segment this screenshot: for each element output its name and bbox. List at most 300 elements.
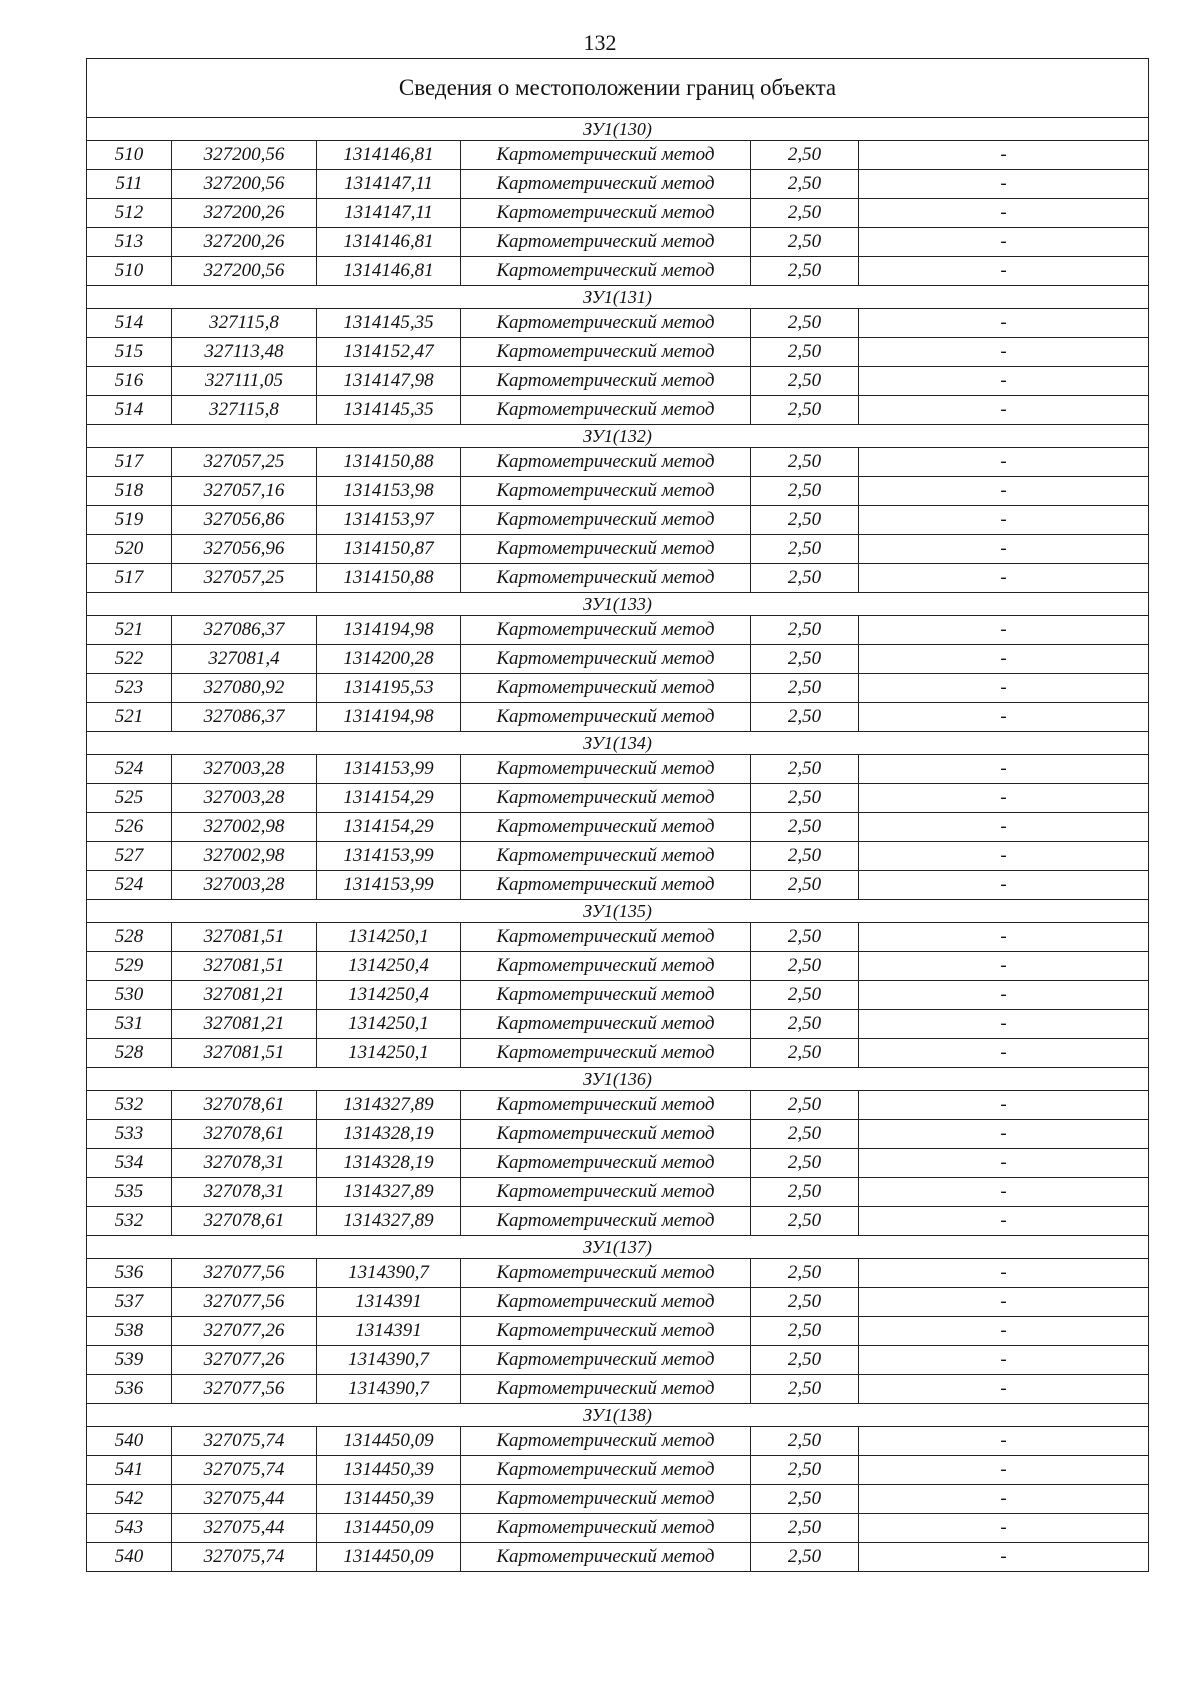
accuracy-cell: 2,50 [751, 535, 859, 564]
description-cell: - [859, 871, 1149, 900]
accuracy-cell: 2,50 [751, 1178, 859, 1207]
table-row [87, 396, 1149, 425]
description-cell: - [859, 309, 1149, 338]
method-cell: Картометрический метод [461, 1120, 751, 1149]
method-cell: Картометрический метод [461, 981, 751, 1010]
description-cell: - [859, 1288, 1149, 1317]
point-number-cell: 515 [87, 338, 172, 367]
y-coordinate-cell: 1314145,35 [317, 396, 461, 425]
method-cell: Картометрический метод [461, 1514, 751, 1543]
accuracy-cell: 2,50 [751, 674, 859, 703]
table-row [87, 448, 1149, 477]
x-coordinate-cell: 327002,98 [172, 842, 317, 871]
description-cell: - [859, 228, 1149, 257]
table-row [87, 1149, 1149, 1178]
x-coordinate-cell: 327056,96 [172, 535, 317, 564]
accuracy-cell: 2,50 [751, 952, 859, 981]
method-cell: Картометрический метод [461, 257, 751, 286]
point-number-cell: 525 [87, 784, 172, 813]
x-coordinate-cell: 327200,26 [172, 228, 317, 257]
y-coordinate-cell: 1314147,98 [317, 367, 461, 396]
method-cell: Картометрический метод [461, 199, 751, 228]
method-cell: Картометрический метод [461, 1375, 751, 1404]
method-cell: Картометрический метод [461, 338, 751, 367]
x-coordinate-cell: 327078,31 [172, 1149, 317, 1178]
description-cell: - [859, 923, 1149, 952]
group-header-row [87, 900, 1149, 923]
description-cell: - [859, 1010, 1149, 1039]
point-number-cell: 519 [87, 506, 172, 535]
table-row [87, 1039, 1149, 1068]
table-row [87, 616, 1149, 645]
accuracy-cell: 2,50 [751, 1288, 859, 1317]
description-cell: - [859, 1207, 1149, 1236]
point-number-cell: 513 [87, 228, 172, 257]
y-coordinate-cell: 1314250,1 [317, 1039, 461, 1068]
x-coordinate-cell: 327081,4 [172, 645, 317, 674]
accuracy-cell: 2,50 [751, 1375, 859, 1404]
y-coordinate-cell: 1314194,98 [317, 703, 461, 732]
accuracy-cell: 2,50 [751, 1543, 859, 1572]
accuracy-cell: 2,50 [751, 396, 859, 425]
table-row [87, 477, 1149, 506]
x-coordinate-cell: 327081,51 [172, 923, 317, 952]
x-coordinate-cell: 327003,28 [172, 755, 317, 784]
y-coordinate-cell: 1314194,98 [317, 616, 461, 645]
method-cell: Картометрический метод [461, 1149, 751, 1178]
y-coordinate-cell: 1314327,89 [317, 1178, 461, 1207]
method-cell: Картометрический метод [461, 784, 751, 813]
y-coordinate-cell: 1314147,11 [317, 199, 461, 228]
y-coordinate-cell: 1314327,89 [317, 1207, 461, 1236]
accuracy-cell: 2,50 [751, 141, 859, 170]
point-number-cell: 522 [87, 645, 172, 674]
point-number-cell: 535 [87, 1178, 172, 1207]
description-cell: - [859, 1317, 1149, 1346]
group-label: ЗУ1(133) [87, 593, 1149, 616]
boundary-table [86, 58, 1149, 1572]
method-cell: Картометрический метод [461, 616, 751, 645]
table-row [87, 923, 1149, 952]
description-cell: - [859, 1178, 1149, 1207]
description-cell: - [859, 199, 1149, 228]
accuracy-cell: 2,50 [751, 813, 859, 842]
y-coordinate-cell: 1314152,47 [317, 338, 461, 367]
table-row [87, 367, 1149, 396]
method-cell: Картометрический метод [461, 1456, 751, 1485]
method-cell: Картометрический метод [461, 477, 751, 506]
group-label: ЗУ1(138) [87, 1404, 1149, 1427]
accuracy-cell: 2,50 [751, 616, 859, 645]
method-cell: Картометрический метод [461, 645, 751, 674]
y-coordinate-cell: 1314390,7 [317, 1375, 461, 1404]
point-number-cell: 531 [87, 1010, 172, 1039]
method-cell: Картометрический метод [461, 396, 751, 425]
method-cell: Картометрический метод [461, 813, 751, 842]
accuracy-cell: 2,50 [751, 170, 859, 199]
x-coordinate-cell: 327200,56 [172, 257, 317, 286]
table-title-row [87, 59, 1149, 118]
description-cell: - [859, 1485, 1149, 1514]
method-cell: Картометрический метод [461, 923, 751, 952]
x-coordinate-cell: 327078,61 [172, 1091, 317, 1120]
x-coordinate-cell: 327075,74 [172, 1543, 317, 1572]
description-cell: - [859, 477, 1149, 506]
y-coordinate-cell: 1314450,39 [317, 1456, 461, 1485]
description-cell: - [859, 703, 1149, 732]
y-coordinate-cell: 1314328,19 [317, 1120, 461, 1149]
table-row [87, 703, 1149, 732]
accuracy-cell: 2,50 [751, 338, 859, 367]
point-number-cell: 540 [87, 1543, 172, 1572]
method-cell: Картометрический метод [461, 703, 751, 732]
description-cell: - [859, 952, 1149, 981]
x-coordinate-cell: 327081,51 [172, 952, 317, 981]
point-number-cell: 524 [87, 871, 172, 900]
x-coordinate-cell: 327200,26 [172, 199, 317, 228]
x-coordinate-cell: 327077,56 [172, 1375, 317, 1404]
point-number-cell: 534 [87, 1149, 172, 1178]
accuracy-cell: 2,50 [751, 755, 859, 784]
table-row [87, 952, 1149, 981]
table-row [87, 506, 1149, 535]
description-cell: - [859, 1514, 1149, 1543]
y-coordinate-cell: 1314153,99 [317, 755, 461, 784]
x-coordinate-cell: 327081,21 [172, 981, 317, 1010]
y-coordinate-cell: 1314200,28 [317, 645, 461, 674]
accuracy-cell: 2,50 [751, 1427, 859, 1456]
accuracy-cell: 2,50 [751, 784, 859, 813]
y-coordinate-cell: 1314145,35 [317, 309, 461, 338]
point-number-cell: 537 [87, 1288, 172, 1317]
y-coordinate-cell: 1314250,1 [317, 1010, 461, 1039]
description-cell: - [859, 1427, 1149, 1456]
description-cell: - [859, 1259, 1149, 1288]
point-number-cell: 524 [87, 755, 172, 784]
point-number-cell: 540 [87, 1427, 172, 1456]
point-number-cell: 542 [87, 1485, 172, 1514]
y-coordinate-cell: 1314390,7 [317, 1259, 461, 1288]
accuracy-cell: 2,50 [751, 1010, 859, 1039]
x-coordinate-cell: 327077,56 [172, 1259, 317, 1288]
accuracy-cell: 2,50 [751, 703, 859, 732]
method-cell: Картометрический метод [461, 170, 751, 199]
y-coordinate-cell: 1314391 [317, 1317, 461, 1346]
method-cell: Картометрический метод [461, 535, 751, 564]
method-cell: Картометрический метод [461, 564, 751, 593]
y-coordinate-cell: 1314154,29 [317, 813, 461, 842]
accuracy-cell: 2,50 [751, 1149, 859, 1178]
x-coordinate-cell: 327003,28 [172, 871, 317, 900]
y-coordinate-cell: 1314328,19 [317, 1149, 461, 1178]
group-header-row [87, 732, 1149, 755]
description-cell: - [859, 1120, 1149, 1149]
accuracy-cell: 2,50 [751, 923, 859, 952]
y-coordinate-cell: 1314450,09 [317, 1543, 461, 1572]
accuracy-cell: 2,50 [751, 199, 859, 228]
y-coordinate-cell: 1314195,53 [317, 674, 461, 703]
y-coordinate-cell: 1314250,1 [317, 923, 461, 952]
x-coordinate-cell: 327081,21 [172, 1010, 317, 1039]
method-cell: Картометрический метод [461, 309, 751, 338]
table-row [87, 1346, 1149, 1375]
y-coordinate-cell: 1314450,39 [317, 1485, 461, 1514]
point-number-cell: 511 [87, 170, 172, 199]
x-coordinate-cell: 327075,74 [172, 1456, 317, 1485]
table-row [87, 1091, 1149, 1120]
y-coordinate-cell: 1314153,98 [317, 477, 461, 506]
description-cell: - [859, 755, 1149, 784]
method-cell: Картометрический метод [461, 1010, 751, 1039]
y-coordinate-cell: 1314153,97 [317, 506, 461, 535]
description-cell: - [859, 170, 1149, 199]
x-coordinate-cell: 327200,56 [172, 170, 317, 199]
table-row [87, 674, 1149, 703]
y-coordinate-cell: 1314153,99 [317, 871, 461, 900]
method-cell: Картометрический метод [461, 448, 751, 477]
accuracy-cell: 2,50 [751, 1485, 859, 1514]
point-number-cell: 517 [87, 448, 172, 477]
method-cell: Картометрический метод [461, 1259, 751, 1288]
method-cell: Картометрический метод [461, 1091, 751, 1120]
x-coordinate-cell: 327115,8 [172, 309, 317, 338]
table-row [87, 1317, 1149, 1346]
x-coordinate-cell: 327078,31 [172, 1178, 317, 1207]
point-number-cell: 518 [87, 477, 172, 506]
x-coordinate-cell: 327200,56 [172, 141, 317, 170]
table-row [87, 784, 1149, 813]
group-label: ЗУ1(135) [87, 900, 1149, 923]
accuracy-cell: 2,50 [751, 477, 859, 506]
accuracy-cell: 2,50 [751, 506, 859, 535]
point-number-cell: 521 [87, 616, 172, 645]
group-label: ЗУ1(134) [87, 732, 1149, 755]
y-coordinate-cell: 1314390,7 [317, 1346, 461, 1375]
description-cell: - [859, 506, 1149, 535]
description-cell: - [859, 338, 1149, 367]
point-number-cell: 521 [87, 703, 172, 732]
table-row [87, 1427, 1149, 1456]
table-row [87, 755, 1149, 784]
x-coordinate-cell: 327056,86 [172, 506, 317, 535]
method-cell: Картометрический метод [461, 1207, 751, 1236]
point-number-cell: 520 [87, 535, 172, 564]
point-number-cell: 517 [87, 564, 172, 593]
y-coordinate-cell: 1314146,81 [317, 228, 461, 257]
point-number-cell: 541 [87, 1456, 172, 1485]
description-cell: - [859, 564, 1149, 593]
table-row [87, 842, 1149, 871]
group-header-row [87, 1236, 1149, 1259]
x-coordinate-cell: 327086,37 [172, 616, 317, 645]
table-row [87, 1456, 1149, 1485]
point-number-cell: 529 [87, 952, 172, 981]
method-cell: Картометрический метод [461, 1288, 751, 1317]
table-title: Сведения о местоположении границ объекта [87, 59, 1149, 118]
table-row [87, 1010, 1149, 1039]
table-row [87, 871, 1149, 900]
y-coordinate-cell: 1314250,4 [317, 981, 461, 1010]
point-number-cell: 533 [87, 1120, 172, 1149]
accuracy-cell: 2,50 [751, 842, 859, 871]
table-row [87, 1543, 1149, 1572]
point-number-cell: 528 [87, 1039, 172, 1068]
description-cell: - [859, 396, 1149, 425]
description-cell: - [859, 1149, 1149, 1178]
x-coordinate-cell: 327077,56 [172, 1288, 317, 1317]
accuracy-cell: 2,50 [751, 1346, 859, 1375]
table-row [87, 813, 1149, 842]
method-cell: Картометрический метод [461, 755, 751, 784]
description-cell: - [859, 1375, 1149, 1404]
x-coordinate-cell: 327113,48 [172, 338, 317, 367]
description-cell: - [859, 674, 1149, 703]
point-number-cell: 527 [87, 842, 172, 871]
table-row [87, 645, 1149, 674]
description-cell: - [859, 1543, 1149, 1572]
accuracy-cell: 2,50 [751, 1259, 859, 1288]
accuracy-cell: 2,50 [751, 1317, 859, 1346]
accuracy-cell: 2,50 [751, 1120, 859, 1149]
x-coordinate-cell: 327003,28 [172, 784, 317, 813]
table-row [87, 1514, 1149, 1543]
x-coordinate-cell: 327075,44 [172, 1485, 317, 1514]
point-number-cell: 523 [87, 674, 172, 703]
x-coordinate-cell: 327115,8 [172, 396, 317, 425]
x-coordinate-cell: 327002,98 [172, 813, 317, 842]
method-cell: Картометрический метод [461, 1543, 751, 1572]
accuracy-cell: 2,50 [751, 1091, 859, 1120]
group-header-row [87, 118, 1149, 141]
method-cell: Картометрический метод [461, 1317, 751, 1346]
x-coordinate-cell: 327075,74 [172, 1427, 317, 1456]
table-row [87, 338, 1149, 367]
description-cell: - [859, 616, 1149, 645]
x-coordinate-cell: 327077,26 [172, 1317, 317, 1346]
point-number-cell: 512 [87, 199, 172, 228]
accuracy-cell: 2,50 [751, 871, 859, 900]
page-number: 132 [583, 30, 617, 55]
accuracy-cell: 2,50 [751, 564, 859, 593]
method-cell: Картометрический метод [461, 1346, 751, 1375]
group-label: ЗУ1(130) [87, 118, 1149, 141]
accuracy-cell: 2,50 [751, 645, 859, 674]
x-coordinate-cell: 327075,44 [172, 1514, 317, 1543]
group-header-row [87, 1068, 1149, 1091]
point-number-cell: 530 [87, 981, 172, 1010]
method-cell: Картометрический метод [461, 1039, 751, 1068]
point-number-cell: 514 [87, 396, 172, 425]
accuracy-cell: 2,50 [751, 228, 859, 257]
y-coordinate-cell: 1314450,09 [317, 1427, 461, 1456]
method-cell: Картометрический метод [461, 1178, 751, 1207]
description-cell: - [859, 645, 1149, 674]
x-coordinate-cell: 327086,37 [172, 703, 317, 732]
method-cell: Картометрический метод [461, 674, 751, 703]
point-number-cell: 539 [87, 1346, 172, 1375]
group-header-row [87, 593, 1149, 616]
y-coordinate-cell: 1314147,11 [317, 170, 461, 199]
x-coordinate-cell: 327077,26 [172, 1346, 317, 1375]
x-coordinate-cell: 327057,25 [172, 448, 317, 477]
y-coordinate-cell: 1314150,88 [317, 448, 461, 477]
y-coordinate-cell: 1314150,87 [317, 535, 461, 564]
point-number-cell: 536 [87, 1259, 172, 1288]
y-coordinate-cell: 1314327,89 [317, 1091, 461, 1120]
table-row [87, 1288, 1149, 1317]
method-cell: Картометрический метод [461, 506, 751, 535]
table-row [87, 564, 1149, 593]
description-cell: - [859, 842, 1149, 871]
accuracy-cell: 2,50 [751, 1456, 859, 1485]
point-number-cell: 532 [87, 1207, 172, 1236]
accuracy-cell: 2,50 [751, 1039, 859, 1068]
description-cell: - [859, 1456, 1149, 1485]
point-number-cell: 532 [87, 1091, 172, 1120]
method-cell: Картометрический метод [461, 842, 751, 871]
x-coordinate-cell: 327080,92 [172, 674, 317, 703]
y-coordinate-cell: 1314391 [317, 1288, 461, 1317]
description-cell: - [859, 981, 1149, 1010]
x-coordinate-cell: 327111,05 [172, 367, 317, 396]
accuracy-cell: 2,50 [751, 981, 859, 1010]
table-row [87, 1375, 1149, 1404]
method-cell: Картометрический метод [461, 871, 751, 900]
y-coordinate-cell: 1314150,88 [317, 564, 461, 593]
y-coordinate-cell: 1314146,81 [317, 141, 461, 170]
point-number-cell: 528 [87, 923, 172, 952]
description-cell: - [859, 813, 1149, 842]
y-coordinate-cell: 1314153,99 [317, 842, 461, 871]
method-cell: Картометрический метод [461, 367, 751, 396]
y-coordinate-cell: 1314250,4 [317, 952, 461, 981]
y-coordinate-cell: 1314154,29 [317, 784, 461, 813]
description-cell: - [859, 367, 1149, 396]
point-number-cell: 510 [87, 141, 172, 170]
x-coordinate-cell: 327057,16 [172, 477, 317, 506]
accuracy-cell: 2,50 [751, 257, 859, 286]
accuracy-cell: 2,50 [751, 367, 859, 396]
table-row [87, 257, 1149, 286]
table-row [87, 981, 1149, 1010]
point-number-cell: 543 [87, 1514, 172, 1543]
accuracy-cell: 2,50 [751, 309, 859, 338]
group-header-row [87, 1404, 1149, 1427]
table-row [87, 1120, 1149, 1149]
description-cell: - [859, 1039, 1149, 1068]
description-cell: - [859, 257, 1149, 286]
table-row [87, 141, 1149, 170]
description-cell: - [859, 1091, 1149, 1120]
method-cell: Картометрический метод [461, 228, 751, 257]
table-row [87, 535, 1149, 564]
y-coordinate-cell: 1314450,09 [317, 1514, 461, 1543]
method-cell: Картометрический метод [461, 141, 751, 170]
point-number-cell: 526 [87, 813, 172, 842]
method-cell: Картометрический метод [461, 1485, 751, 1514]
point-number-cell: 510 [87, 257, 172, 286]
point-number-cell: 538 [87, 1317, 172, 1346]
description-cell: - [859, 1346, 1149, 1375]
x-coordinate-cell: 327078,61 [172, 1120, 317, 1149]
point-number-cell: 516 [87, 367, 172, 396]
table-row [87, 1178, 1149, 1207]
x-coordinate-cell: 327057,25 [172, 564, 317, 593]
description-cell: - [859, 535, 1149, 564]
table-row [87, 170, 1149, 199]
table-row [87, 309, 1149, 338]
table-row [87, 1485, 1149, 1514]
